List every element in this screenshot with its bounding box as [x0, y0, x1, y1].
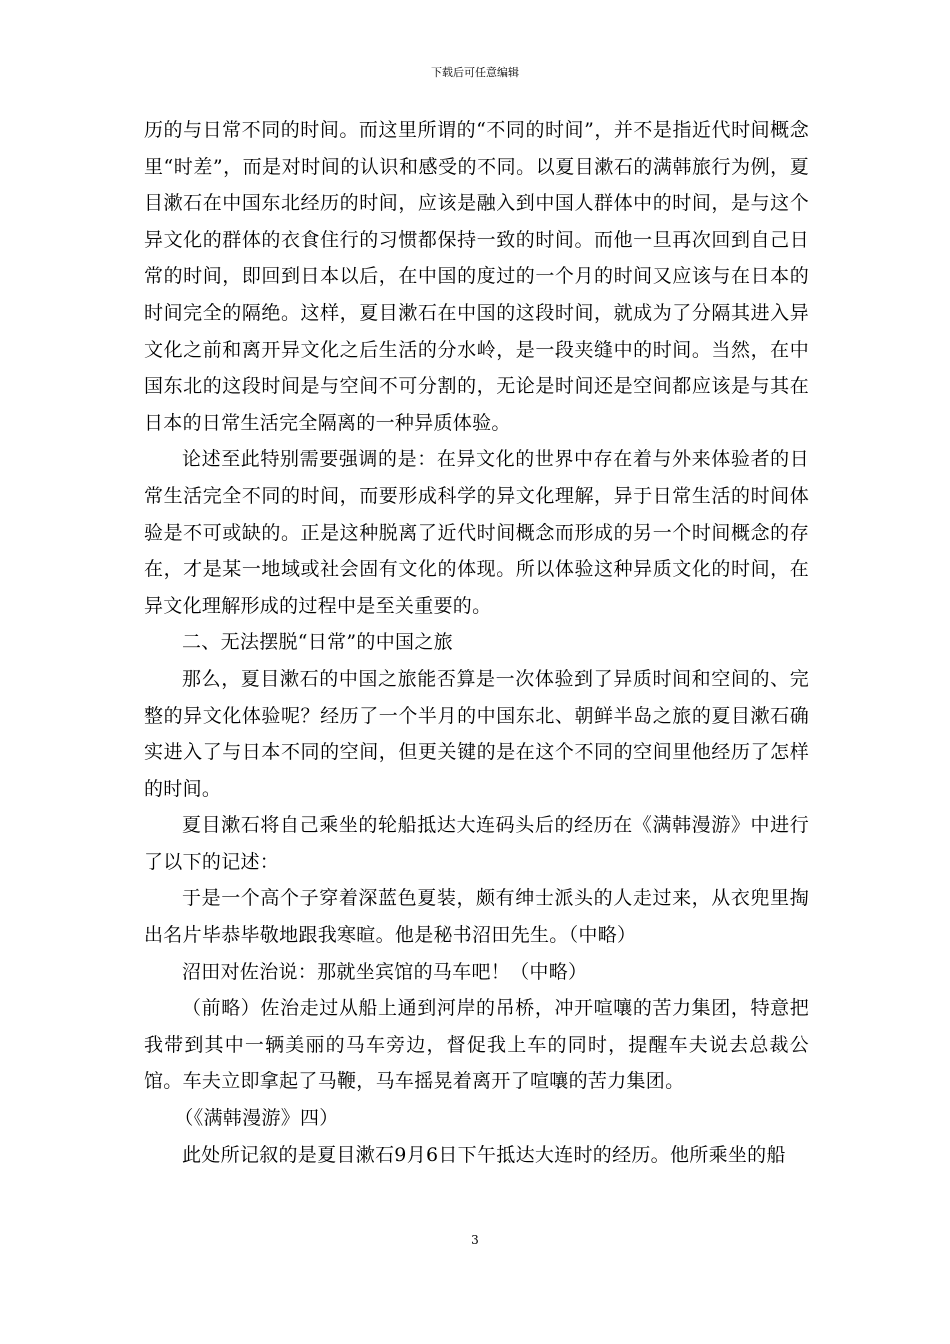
paragraph-continued: 历的与日常不同的时间。而这里所谓的“不同的时间”，并不是指近代时间概念里“时差”，而是对时间的认识和感受的不同。以夏目漱石的满韩旅行为例，夏目漱石在中国东北经历的时间，应该是融入到中国人群体中的时间，是与这个异文化的群体的衣食住行的习惯都保持一致的时间。而他一旦再次回到自己日常的时间，即回到日本以后，在中国的度过的一个月的时间又应该与在日本的时间完全的隔绝。这样，夏目漱石在中国的这段时间，就成为了分隔其进入异文化之前和离开异文化之后生活的分水岭，是一段夹缝中的时间。当然，在中国东北的这段时间是与空间不可分割的，无论是时间还是空间都应该是与其在日本的日常生活完全隔离的一种异质体验。 — [144, 119, 809, 434]
page-header: 下载后可任意编辑 — [431, 66, 519, 79]
quotation-paragraph: （前略）佐治走过从船上通到河岸的吊桥，冲开喧嚷的苦力集团，特意把我带到其中一辆美丽的马车旁边，督促我上车的同时，提醒车夫说去总裁公馆。车夫立即拿起了马鞭，马车摇晃着离开了喧嚷的苦力集团。 — [144, 997, 809, 1093]
quotation-paragraph: 于是一个高个子穿着深蓝色夏装，颇有绅士派头的人走过来，从衣兜里掏出名片毕恭毕敬地跟我寒暄。他是秘书沼田先生。（中略） — [144, 887, 809, 947]
quotation-source: （《满韩漫游》四） — [174, 1107, 339, 1130]
paragraph: 夏目漱石将自己乘坐的轮船抵达大连码头后的经历在《满韩漫游》中进行了以下的记述： — [144, 814, 809, 873]
document-body — [144, 112, 809, 1173]
page-number: 3 — [471, 1233, 479, 1247]
quotation-paragraph: 沼田对佐治说：那就坐宾馆的马车吧！（中略） — [182, 960, 588, 983]
section-heading: 二、无法摆脱“日常”的中国之旅 — [182, 631, 453, 654]
paragraph: 那么，夏目漱石的中国之旅能否算是一次体验到了异质时间和空间的、完整的异文化体验呢？经历了一个半月的中国东北、朝鲜半岛之旅的夏目漱石确实进入了与日本不同的空间，但更关键的是在这个不同的空间里他经历了怎样的时间。 — [144, 667, 809, 800]
paragraph: 论述至此特别需要强调的是：在异文化的世界中存在着与外来体验者的日常生活完全不同的时间，而要形成科学的异文化理解，异于日常生活的时间体验是不可或缺的。正是这种脱离了近代时间概念而形成的另一个时间概念的存在，才是某一地域或社会固有文化的体现。所以体验这种异质文化的时间，在异文化理解形成的过程中是至关重要的。 — [144, 448, 809, 617]
paragraph: 此处所记叙的是夏目漱石9月6日下午抵达大连时的经历。他所乘坐的船 — [182, 1143, 786, 1166]
